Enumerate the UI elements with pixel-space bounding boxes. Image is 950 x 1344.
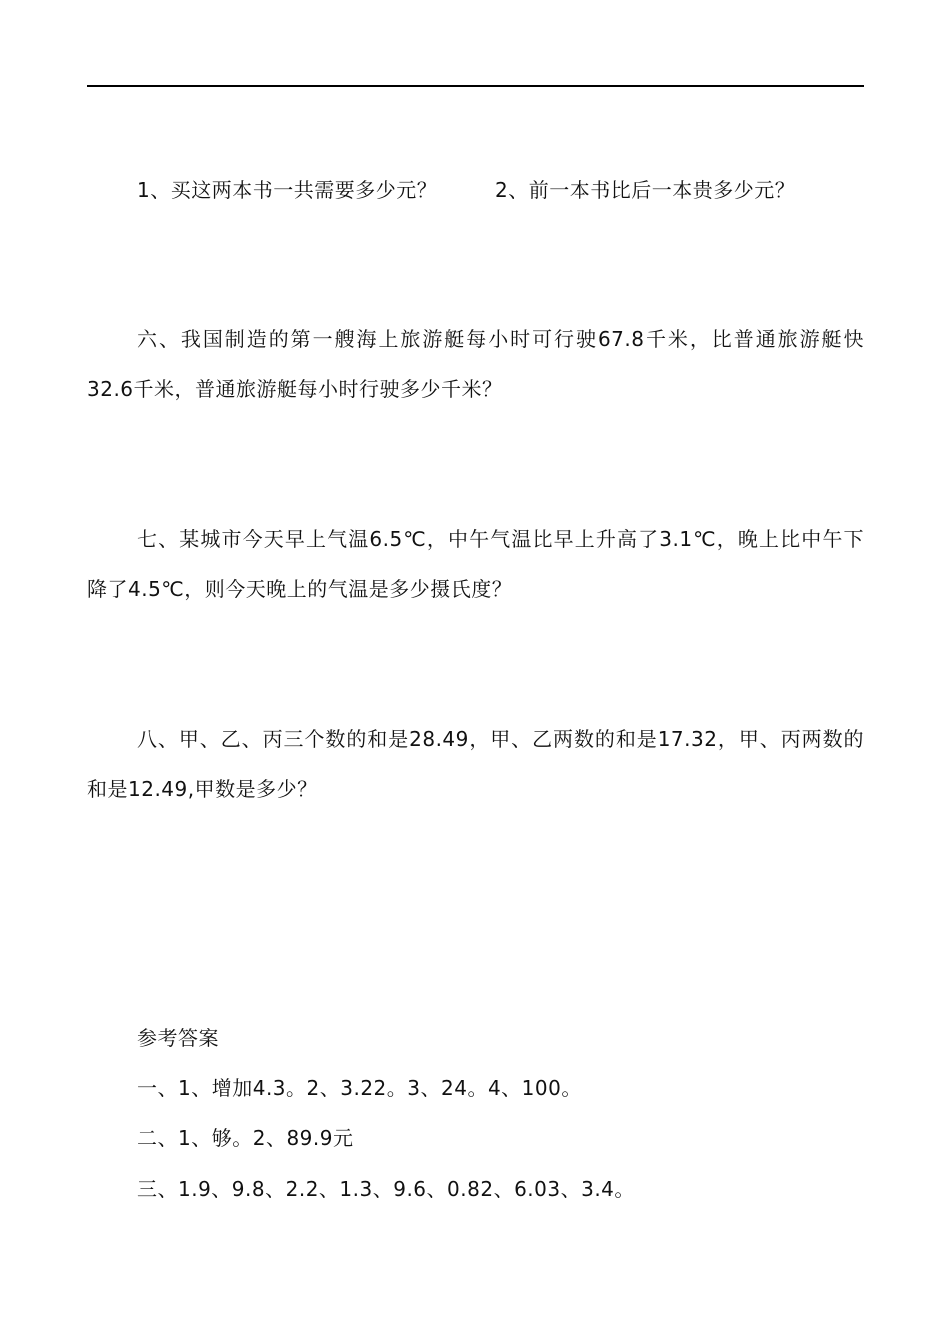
answer-key-title: 参考答案	[137, 1026, 219, 1050]
answer-section-2: 二、1、够。2、89.9元	[137, 1126, 354, 1150]
question-5-part-1: 1、买这两本书一共需要多少元？	[137, 178, 438, 202]
answer-section-1: 一、1、增加4.3。2、3.22。3、24。4、100。	[137, 1076, 582, 1100]
question-8: 八、甲、乙、丙三个数的和是28.49，甲、乙两数的和是17.32，甲、丙两数的和是12.49,甲数是多少？	[87, 727, 864, 801]
question-7: 七、某城市今天早上气温6.5℃，中午气温比早上升高了3.1℃，晚上比中午下降了4.5℃，则今天晚上的气温是多少摄氏度？	[87, 527, 864, 601]
answer-section-3: 三、1.9、9.8、2.2、1.3、9.6、0.82、6.03、3.4。	[137, 1177, 635, 1201]
question-5-part-2: 2、前一本书比后一本贵多少元？	[495, 178, 796, 202]
header-rule	[87, 85, 864, 87]
question-6: 六、我国制造的第一艘海上旅游艇每小时可行驶67.8千米，比普通旅游艇快32.6千米，普通旅游艇每小时行驶多少千米？	[87, 327, 864, 401]
